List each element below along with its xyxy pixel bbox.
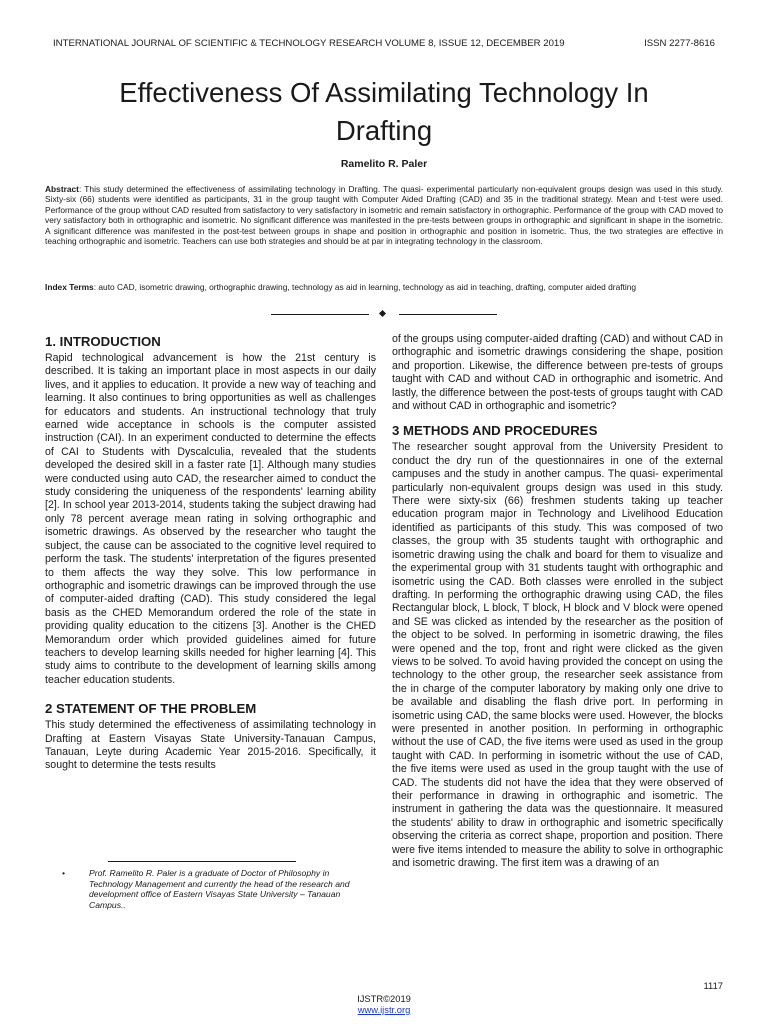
- problem-text: This study determined the effectiveness of assimilating technology in Drafting at Eastern Visayas State University-Tanauan Campus, Tanauan, Leyte during Academic Year 2015-2016. Specifically, it sought to determine the tests results: [45, 719, 376, 772]
- abstract: [45, 184, 723, 246]
- paper-title: Effectiveness Of Assimilating Technology In Drafting: [119, 77, 649, 146]
- journal-name: INTERNATIONAL JOURNAL OF SCIENTIFIC & TECHNOLOGY RESEARCH VOLUME 8, ISSUE 12, DECEMBER 2019: [53, 38, 565, 49]
- introduction-heading: 1. INTRODUCTION: [45, 334, 161, 349]
- page-number: 1117: [703, 980, 723, 991]
- index-terms-text: : auto CAD, isometric drawing, orthographic drawing, technology as aid in learning, technology as aid in teaching, drafting, computer aided drafting: [93, 282, 637, 292]
- journal-link[interactable]: www.ijstr.org: [357, 1004, 411, 1015]
- introduction-text: Rapid technological advancement is how the 21st century is described. It is taking an important place in most aspects in our daily lives, and it applies to education. It provide a new way of teaching and learning. It also continues to bring opportunities as well as challenges for educators and students. An instructional technology that truly earned wide acceptance in schools is the computer assisted instruction (CAI). In an experiment conducted to determine the effects of CAI to Students with Dyscalculia, revealed that the students developed the desired skill in a faster rate [1]. Although many studies were conducted using auto CAD, the researcher aimed to conduct the study considering the uniqueness of the respondents' learning ability [2]. In school year 2013-2014, students taking the subject drawing had only 78 percent average mean rating in solving orthographic and isometric drawings. As observed by the researcher who taught the subject, the cause can be associated to the cognitive level required to perform the task. The students' interpretation of the figures presented to them affects the way they solve. This low performance in orthographic and isometric drawings can be improved through the use of computer-aided drafting (CAD). This study considered the legal basis as the CHED Memorandum ordered the role of the state in providing quality education to the citizens [3]. Another is the CHED Memorandum order which provided guidelines aimed for future teachers to develop learning skills needed for higher learning [4]. This study aims to contribute to the development of learning skills among teacher education students.: [45, 352, 376, 686]
- section-divider: [271, 309, 497, 319]
- copyright: IJSTR©2019: [357, 993, 411, 1004]
- author-footnote: [62, 868, 374, 910]
- footnote-rule: [108, 861, 296, 862]
- divider-line-left: [271, 314, 369, 315]
- right-column: [392, 333, 723, 870]
- left-column: [45, 334, 376, 773]
- page-footer: [0, 993, 768, 1015]
- diamond-icon: [379, 310, 386, 317]
- divider-line-right: [399, 314, 497, 315]
- index-terms: [45, 282, 723, 293]
- abstract-label: Abstract: [45, 184, 79, 194]
- abstract-text: : This study determined the effectiveness of assimilating technology in Drafting. The quasi- experimental particularly non-equivalent groups design was used in this study. Sixty-six (66) students were identified as participants, 31 in the group taught with Computer Aided Drafting (CAD) and 35 in the traditional strategy. Mean and t-test were used. Performance of the group without CAD resulted from satisfactory to very satisfactory in isometric and remain satisfactory in orthographic. Performance of the group with CAD moved to very satisfactory both in orthographic and isometric. No significant difference was manifested in the pre-tests between groups in orthographic and significant in shape in the isometric. A significant difference was manifested in the post-test between groups in shape and position in orthographic and position in isometric. Thus, the two strategies are effective in teaching orthographic and isometric. Teachers can use both strategies and should be at par in integrating technology in the classroom.: [45, 184, 723, 247]
- methods-heading: 3 METHODS AND PROCEDURES: [392, 423, 598, 439]
- issn: ISSN 2277-8616: [644, 38, 715, 49]
- footnote-text: Prof. Ramelito R. Paler is a graduate of Doctor of Philosophy in Technology Management and currently the head of the research and development office of Eastern Visayas State University – Tanauan Campus..: [89, 868, 350, 910]
- author-name: Ramelito R. Paler: [340, 158, 428, 170]
- problem-text-continued: of the groups using computer-aided drafting (CAD) and without CAD in orthographic and isometric drawings considering the shape, position and proportion. Likewise, the difference between pre-tests of groups taught with CAD and without CAD in orthographic and isometric. And lastly, the difference between the post-tests of groups taught with CAD and without CAD in orthographic and isometric?: [392, 333, 723, 413]
- index-terms-label: Index Terms: [45, 282, 94, 292]
- bullet-icon: •: [62, 868, 66, 878]
- problem-heading: 2 STATEMENT OF THE PROBLEM: [45, 701, 257, 717]
- methods-text: The researcher sought approval from the University President to conduct the dry run of the questionnaires in one of the external campuses and the study in another campus. The quasi- experimental particularly non-equivalent groups design was used in this study. There were sixty-six (66) freshmen students taking up teacher education program major in Technology and Livelihood Education identified as participants of this study. This was composed of two classes, the group with 35 students taught with orthographic and isometric drawing using the chalk and board for them to visualize and the experimental group with 31 students taught with orthographic and isometric using the CAD. Both classes were enrolled in the subject drafting. In performing the orthographic drawing using CAD, the files Rectangular block, L block, T block, H block and V block were opened and SE was clicked as intended by the researcher as the position of the object to be solved. In performing in isometric drawing, the files were opened and the top, front and right were clicked as the given views to be solved. To avoid having provided the concept on using the technology to the other group, the researcher seek assistance from the in charge of the computer laboratory by making only one drive to be available and disabling the flash drive port. In performing in isometric using CAD, the same blocks were used. However, the blocks were presented in another position. In performing in orthographic without the use of CAD, the five items were used as used in the group taught with CAD. In performing in isometric without the use of CAD, the five items were used as used in the group taught with the use of CAD. The students did not have the idea that they were observed of their performance in drawing in orthographic and isometric. The instrument in gathering the data was the questionnaire. It measured the students' ability to draw in orthographic and isometric specifically observing the criteria as correct shape, proportion and position. There were five items intended to measure the ability to solve in orthographic and isometric drawing. The first item was a drawing of an: [392, 441, 723, 870]
